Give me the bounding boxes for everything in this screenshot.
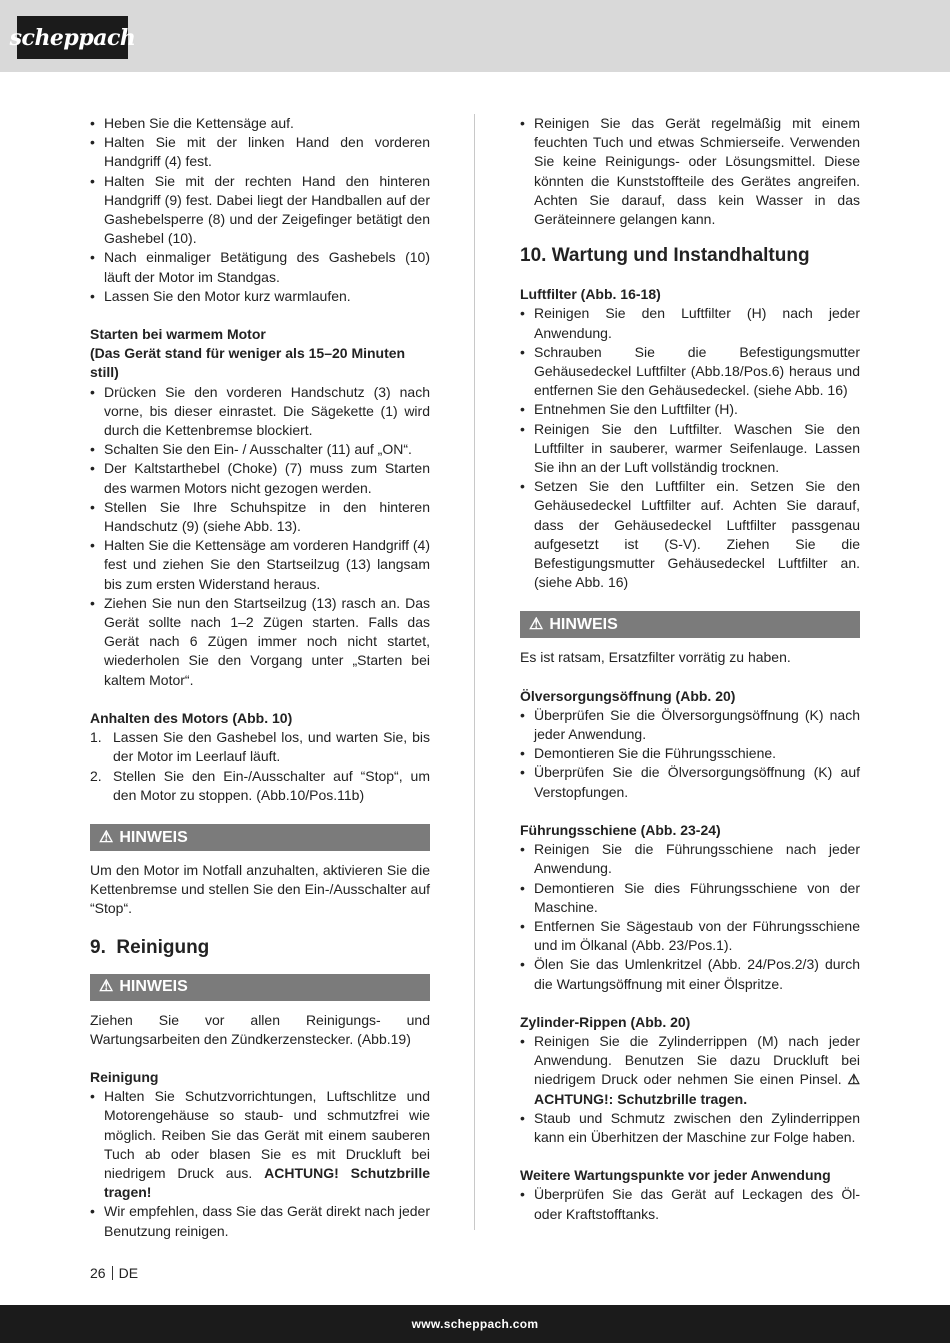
- left-column: [90, 114, 430, 1241]
- page-number: 26: [90, 1265, 106, 1281]
- list-item: • Schalten Sie den Ein- / Ausschalter (11) auf „ON“.: [90, 441, 412, 458]
- list-item: • Demontieren Sie dies Führungsschiene von der Maschine.: [520, 879, 860, 915]
- note-box: [90, 974, 430, 1001]
- cleaning-list: [90, 1087, 430, 1241]
- note-label: HINWEIS: [549, 616, 618, 634]
- footer-bar: [0, 1305, 950, 1343]
- warm-start-heading: Starten bei warmem Motor: [90, 326, 266, 343]
- note-box: [90, 824, 430, 851]
- list-item: • Entnehmen Sie den Luftfilter (H).: [520, 401, 738, 418]
- further-maintenance-heading: Weitere Wartungspunkte vor jeder Anwendung: [520, 1167, 831, 1184]
- list-item: • Reinigen Sie den Luftfilter. Waschen Sie den Luftfilter in sauberer, warmer Seifenlauge. Lassen Sie ihn an der Luft vollständig trocknen.: [520, 420, 860, 476]
- air-filter-heading: Luftfilter (Abb. 16-18): [520, 286, 661, 303]
- guide-bar-list: [520, 840, 860, 994]
- cleaning-heading: Reinigung: [90, 1068, 159, 1085]
- list-item: • Schrauben Sie die Befestigungsmutter Gehäusedeckel Luftfilter (Abb.18/Pos.6) heraus und entfernen Sie den Gehäusedeckel. (siehe Abb. 16): [520, 343, 860, 399]
- list-item: • Heben Sie die Kettensäge auf.: [90, 115, 294, 131]
- stop-motor-steps-list: [90, 728, 430, 805]
- list-item: • Drücken Sie den vorderen Handschutz (3) nach vorne, bis dieser einrastet. Die Sägekette (1) wird durch die Kettenbremse blockiert.: [90, 383, 430, 439]
- section-title-cleaning: 9. Reinigung: [90, 936, 210, 958]
- warm-start-subheading: (Das Gerät stand für weniger als 15–20 Minuten still): [90, 345, 406, 381]
- note-text: Um den Motor im Notfall anzuhalten, aktivieren Sie die Kettenbremse und stellen Sie den Ein-/Ausschalter auf “Stop“.: [90, 861, 430, 917]
- warning-triangle-icon: ⚠: [529, 616, 544, 634]
- right-column: [520, 114, 860, 1224]
- list-item: • Reinigen Sie die Führungsschiene nach jeder Anwendung.: [520, 841, 860, 877]
- oil-supply-heading: Ölversorgungsöffnung (Abb. 20): [520, 687, 736, 704]
- list-item: • Halten Sie mit der linken Hand den vorderen Handgriff (4) fest.: [90, 134, 430, 170]
- list-item: • Halten Sie Schutzvorrichtungen, Luftschlitze und Motorengehäuse so staub- und schmutzfrei wie möglich. Reiben Sie das Gerät mit einem sauberen Tuch ab oder blasen Sie es mit Druckluft bei niedrigem Druck aus. ACHTUNG! Schutzbrille tragen!: [90, 1088, 430, 1201]
- list-item: • Halten Sie die Kettensäge am vorderen Handgriff (4) fest und ziehen Sie den Startseilzug (13) langsam bis zum ersten Widerstand heraus.: [90, 537, 430, 592]
- list-item: • Ölen Sie das Umlenkritzel (Abb. 24/Pos.2/3) durch die Wartungsöffnung mit einer Ölspritze.: [520, 956, 860, 992]
- warning-triangle-icon: ⚠: [99, 828, 114, 846]
- scheppach-logo: scheppach: [17, 16, 128, 59]
- list-item: • Demontieren Sie die Führungsschiene.: [520, 745, 777, 762]
- air-filter-list: [520, 304, 860, 592]
- cleaning-continued-list: [520, 114, 860, 229]
- list-item: • Staub und Schmutz zwischen den Zylinderrippen kann ein Überhitzen der Maschine zur Folge haben.: [520, 1109, 860, 1145]
- list-item: • Überprüfen Sie das Gerät auf Leckagen des Öl- oder Kraftstofftanks.: [520, 1186, 860, 1222]
- list-item: • Entfernen Sie Sägestaub von der Führungsschiene und im Ölkanal (Abb. 23/Pos.1).: [520, 917, 860, 954]
- footer-separator: [112, 1266, 113, 1280]
- warning-triangle-icon: ⚠: [847, 1071, 861, 1088]
- section-title-maintenance: 10. Wartung und Instandhaltung: [520, 245, 810, 267]
- list-item: • Stellen Sie Ihre Schuhspitze in den hinteren Handschutz (9) (siehe Abb. 13).: [90, 498, 430, 535]
- list-item: 1. Lassen Sie den Gashebel los, und warten Sie, bis der Motor im Leerlauf läuft.: [90, 729, 430, 765]
- column-divider: [474, 114, 475, 1230]
- note-text: Ziehen Sie vor allen Reinigungs- und Wartungsarbeiten den Zündkerzenstecker. (Abb.19): [90, 1011, 430, 1047]
- list-item: 2. Stellen Sie den Ein-/Ausschalter auf “Stop“, um den Motor zu stoppen. (Abb.10/Pos.11b): [90, 767, 430, 803]
- list-item: • Nach einmaliger Betätigung des Gashebels (10) läuft der Motor im Standgas.: [90, 249, 430, 285]
- warning-triangle-icon: ⚠: [99, 978, 114, 996]
- note-text: Es ist ratsam, Ersatzfilter vorrätig zu haben.: [520, 649, 791, 666]
- page-header: [0, 0, 950, 72]
- cold-start-steps-list: [90, 114, 430, 306]
- note-label: HINWEIS: [119, 978, 188, 996]
- language-code: DE: [118, 1265, 139, 1281]
- warm-start-steps-list: [90, 383, 430, 690]
- cylinder-fins-heading: Zylinder-Rippen (Abb. 20): [520, 1013, 691, 1030]
- further-maintenance-list: [520, 1185, 860, 1223]
- list-item: • Setzen Sie den Luftfilter ein. Setzen Sie den Gehäusedeckel Luftfilter auf. Achten Sie darauf, dass der Gehäusedeckel Luftfilter passgenau aufgesetzt ist (S-V). Ziehen Sie die Befestigungsmutter Gehäusedeckel Luftfilter an. (siehe Abb. 16): [520, 478, 860, 591]
- note-label: HINWEIS: [119, 828, 188, 846]
- cylinder-fins-list: [520, 1032, 860, 1147]
- stop-motor-heading: Anhalten des Motors (Abb. 10): [90, 709, 293, 726]
- list-item: • Der Kaltstarthebel (Choke) (7) muss zum Starten des warmen Motors nicht gezogen werden.: [90, 460, 430, 496]
- page-footer-number: [90, 1265, 138, 1281]
- list-item: • Überprüfen Sie die Ölversorgungsöffnung (K) auf Verstopfungen.: [520, 764, 860, 800]
- website-url: www.scheppach.com: [411, 1317, 539, 1331]
- list-item: • Halten Sie mit der rechten Hand den hinteren Handgriff (9) fest. Dabei liegt der Handballen auf der Gashebelsperre (8) und der Zeigefinger betätigt den Gashebel (10).: [90, 172, 430, 247]
- list-item: • Reinigen Sie die Zylinderrippen (M) nach jeder Anwendung. Benutzen Sie dazu Druckluft bei niedrigem Druck oder nehmen Sie einen Pinsel. ⚠ ACHTUNG!: Schutzbrille tragen.: [520, 1032, 861, 1107]
- list-item: • Wir empfehlen, dass Sie das Gerät direkt nach jeder Benutzung reinigen.: [90, 1203, 430, 1239]
- oil-supply-list: [520, 706, 860, 802]
- list-item: • Reinigen Sie das Gerät regelmäßig mit einem feuchten Tuch und etwas Schmierseife. Verwenden Sie keine Reinigungs- oder Lösungsmittel. Diese könnten die Kunststoffteile des Gerätes angreifen. Achten Sie darauf, dass kein Wasser in das Geräteinnere gelangen kann.: [520, 115, 860, 228]
- guide-bar-heading: Führungsschiene (Abb. 23-24): [520, 821, 721, 838]
- list-item: • Reinigen Sie den Luftfilter (H) nach jeder Anwendung.: [520, 305, 860, 341]
- list-item: • Lassen Sie den Motor kurz warmlaufen.: [90, 287, 351, 304]
- list-item: • Überprüfen Sie die Ölversorgungsöffnung (K) nach jeder Anwendung.: [520, 706, 860, 743]
- note-box: [520, 611, 860, 638]
- list-item: • Ziehen Sie nun den Startseilzug (13) rasch an. Das Gerät sollte nach 1–2 Zügen starten. Falls das Gerät nach 6 Zügen immer noch nicht startet, wiederholen Sie den Vorgang unter „Starten bei kaltem Motor“.: [90, 594, 430, 688]
